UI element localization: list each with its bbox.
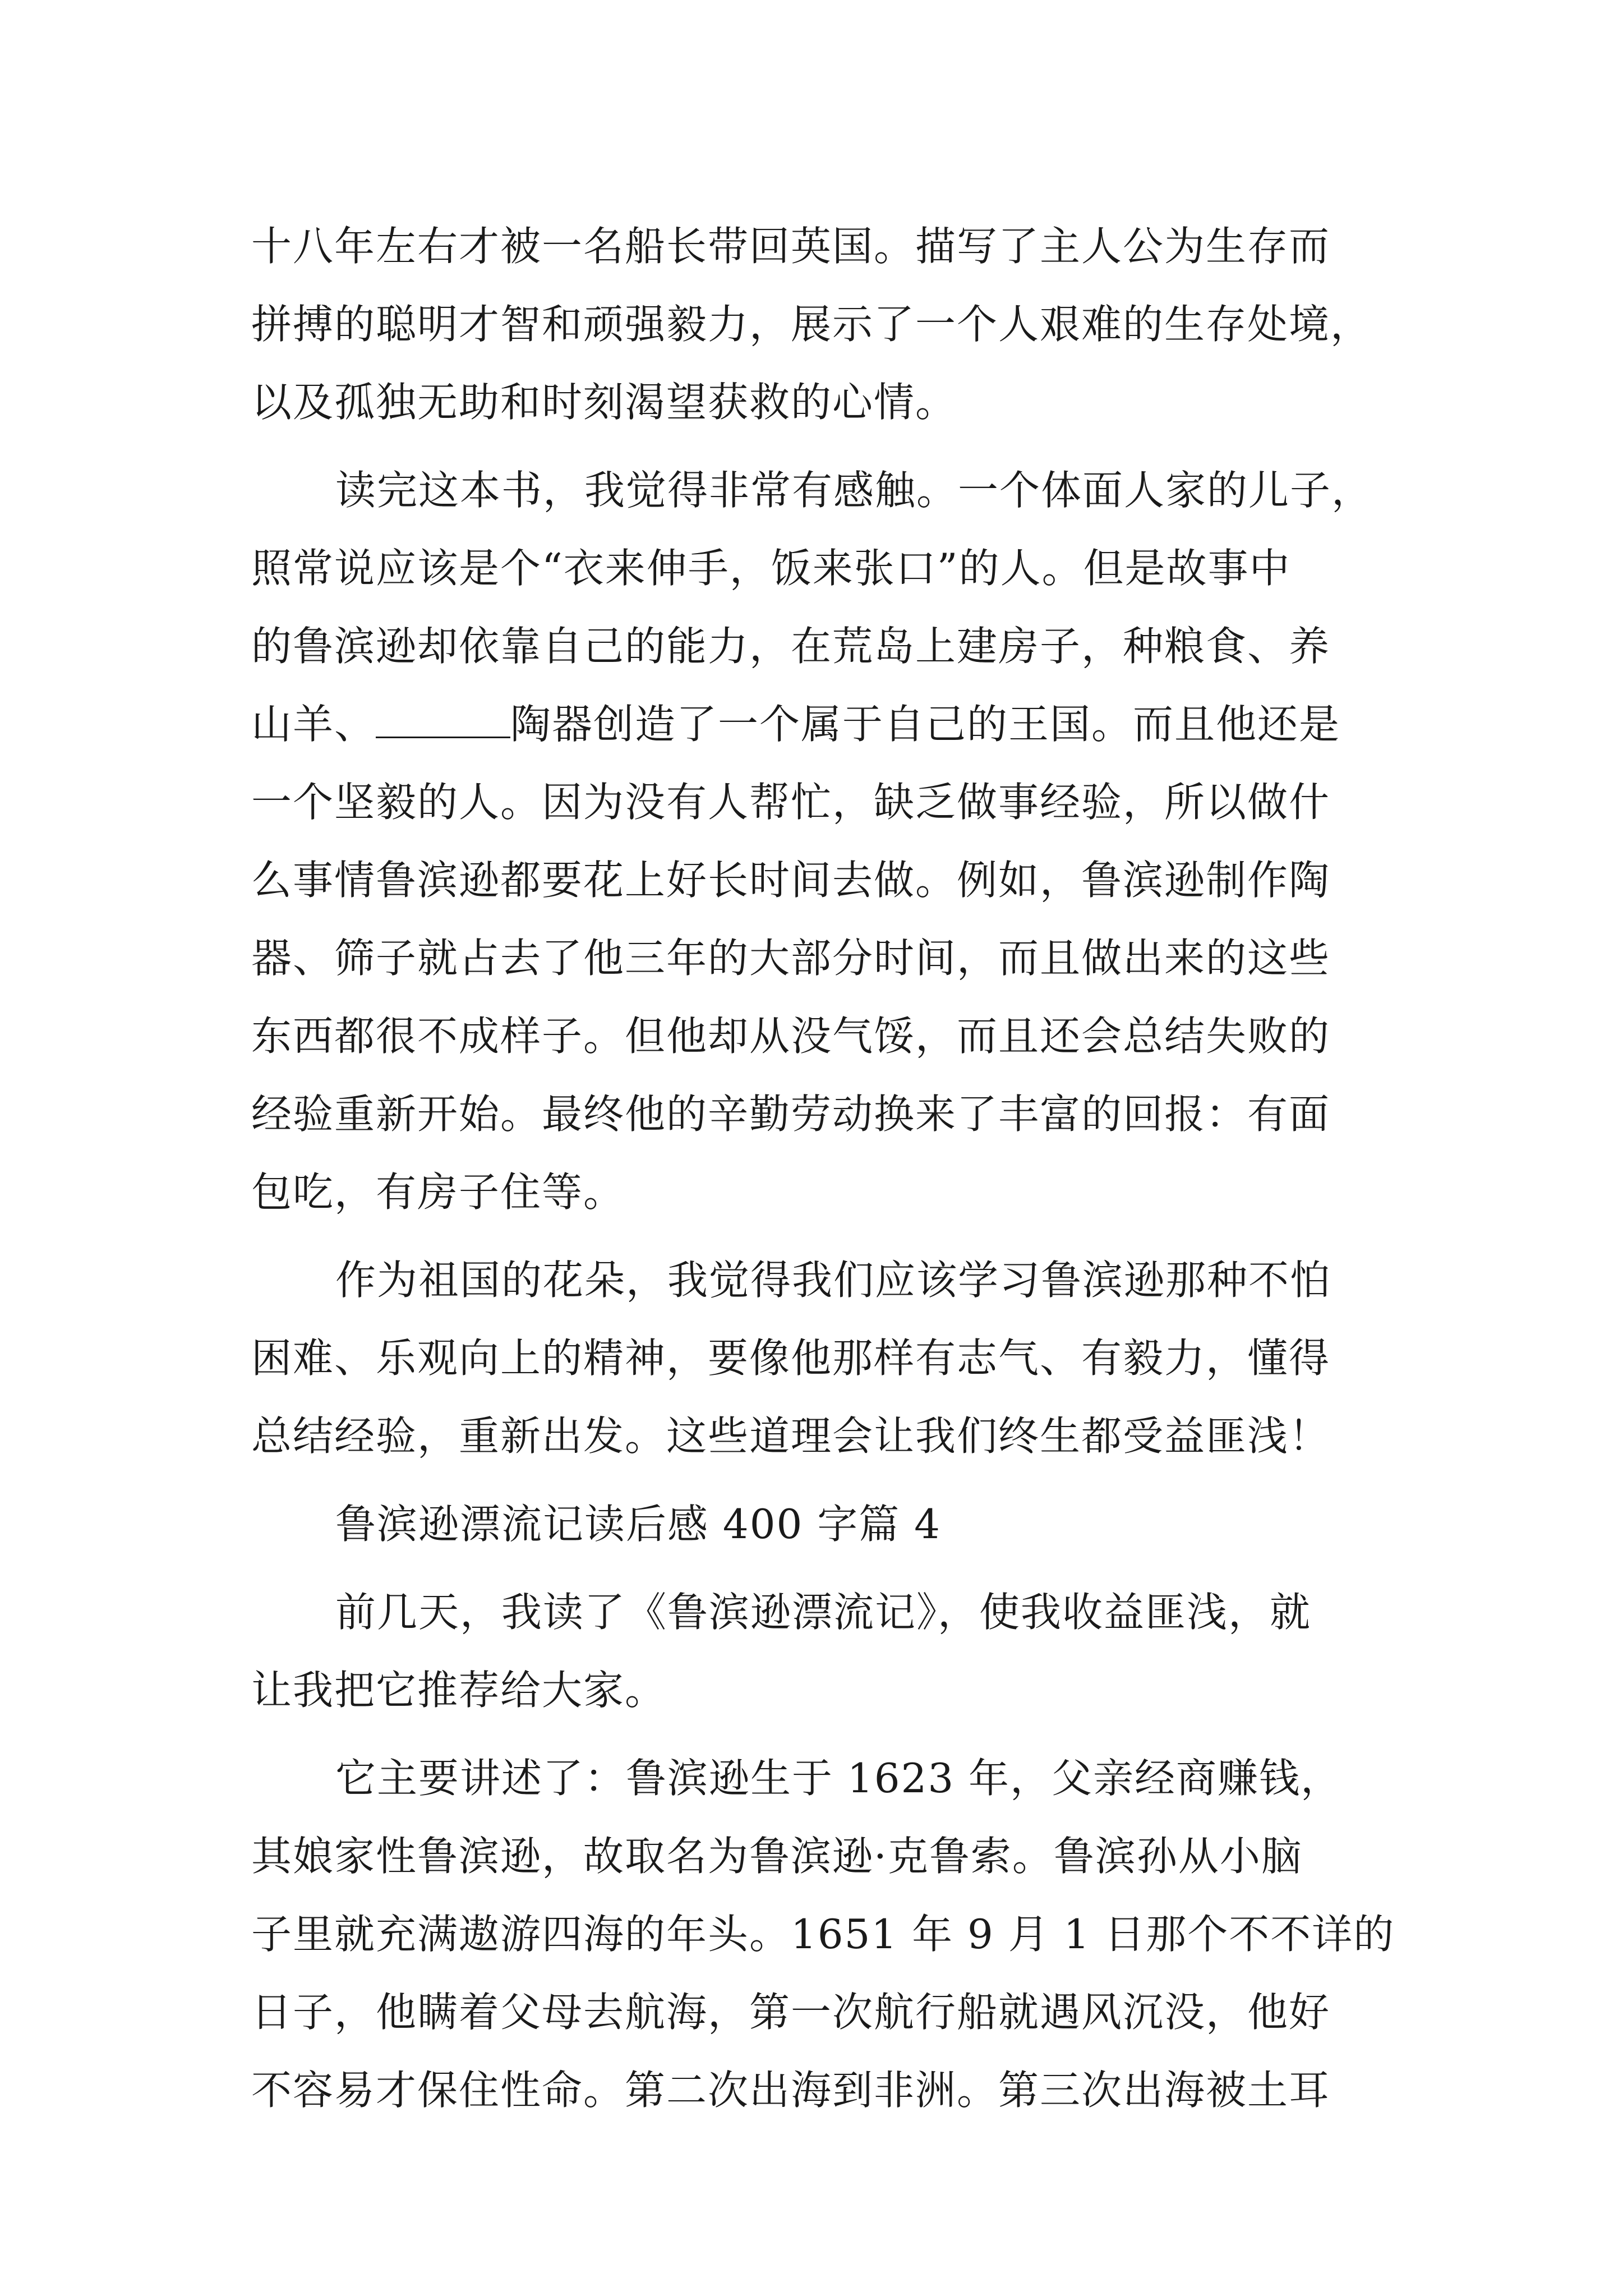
text-line: 包吃，有房子住等。 xyxy=(251,1168,625,1216)
paragraph xyxy=(251,1241,1390,1475)
text-line: 以及孤独无助和时刻渴望获救的心情。 xyxy=(251,379,957,426)
text-line: 日子，他瞒着父母去航海，第一次航行船就遇风沉没，他好 xyxy=(251,1989,1331,2036)
text-fragment: 山羊、 xyxy=(251,701,376,748)
text-line: 它主要讲述了：鲁滨逊生于 1623 年，父亲经商赚钱， xyxy=(335,1755,1343,1802)
text-line: 困难、乐观向上的精神，要像他那样有志气、有毅力，懂得 xyxy=(251,1335,1331,1382)
fill-in-blank xyxy=(376,703,510,738)
text-line: 照常说应该是个“衣来伸手，饭来张口”的人。但是故事中 xyxy=(251,545,1291,592)
paragraph xyxy=(251,208,1390,441)
text-line: 总结经验，重新出发。这些道理会让我们终生都受益匪浅！ xyxy=(251,1412,1331,1460)
text-line: 其娘家性鲁滨逊，故取名为鲁滨逊·克鲁索。鲁滨孙从小脑 xyxy=(251,1833,1303,1880)
paragraph xyxy=(251,452,1390,1231)
paragraph xyxy=(251,1740,1395,2129)
text-line: 器、筛子就占去了他三年的大部分时间，而且做出来的这些 xyxy=(251,935,1331,982)
text-line: 让我把它推荐给大家。 xyxy=(251,1667,667,1714)
document-body xyxy=(251,208,1395,2129)
text-line: 不容易才保住性命。第二次出海到非洲。第三次出海被土耳 xyxy=(251,2067,1331,2114)
text-line: 的鲁滨逊却依靠自己的能力，在荒岛上建房子，种粮食、养 xyxy=(251,623,1331,670)
text-line: 一个坚毅的人。因为没有人帮忙，缺乏做事经验，所以做什 xyxy=(251,779,1331,826)
text-line xyxy=(251,685,1390,763)
section-heading xyxy=(251,1485,1390,1563)
text-line: 么事情鲁滨逊都要花上好长时间去做。例如，鲁滨逊制作陶 xyxy=(251,857,1331,904)
text-line: 子里就充满遨游四海的年头。1651 年 9 月 1 日那个不不详的 xyxy=(251,1911,1395,1958)
heading-text: 鲁滨逊漂流记读后感 400 字篇 4 xyxy=(335,1501,941,1548)
text-line: 东西都很不成样子。但他却从没气馁，而且还会总结失败的 xyxy=(251,1013,1331,1060)
text-line: 经验重新开始。最终他的辛勤劳动换来了丰富的回报：有面 xyxy=(251,1091,1331,1138)
text-line: 读完这本书，我觉得非常有感触。一个体面人家的儿子， xyxy=(335,467,1373,514)
text-line: 前几天，我读了《鲁滨逊漂流记》，使我收益匪浅，就 xyxy=(335,1589,1312,1636)
text-line: 作为祖国的花朵，我觉得我们应该学习鲁滨逊那种不怕 xyxy=(335,1257,1332,1304)
text-line: 拼搏的聪明才智和顽强毅力，展示了一个人艰难的生存处境， xyxy=(251,301,1372,348)
text-line: 十八年左右才被一名船长带回英国。描写了主人公为生存而 xyxy=(251,223,1331,270)
text-fragment: 陶器创造了一个属于自己的王国。而且他还是 xyxy=(510,701,1341,748)
paragraph xyxy=(251,1573,1390,1729)
